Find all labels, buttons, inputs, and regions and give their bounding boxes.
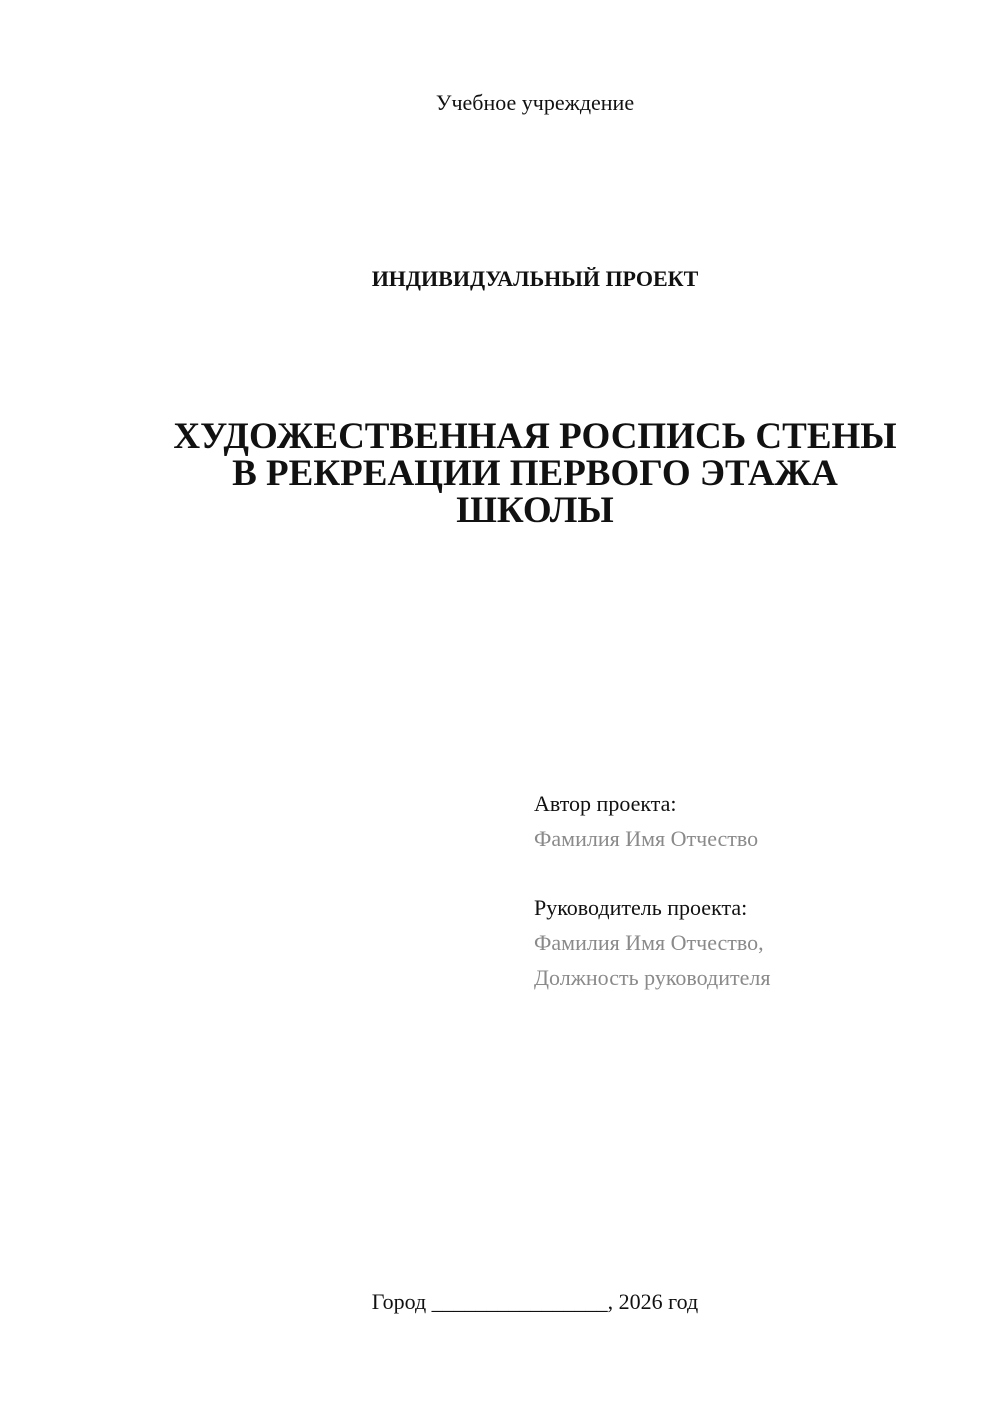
project-title-line-2: В РЕКРЕАЦИИ ПЕРВОГО ЭТАЖА <box>232 453 838 494</box>
supervisor-label: Руководитель проекта: <box>534 895 748 920</box>
supervisor-name: Фамилия Имя Отчество, <box>534 930 764 955</box>
document-type: ИНДИВИДУАЛЬНЫЙ ПРОЕКТ <box>371 266 699 291</box>
credits-block <box>534 786 974 995</box>
credits-spacer <box>534 856 974 890</box>
supervisor-position: Должность руководителя <box>534 965 771 990</box>
project-title-line-1: ХУДОЖЕСТВЕННАЯ РОСПИСЬ СТЕНЫ <box>173 416 897 457</box>
project-title-line-3: ШКОЛЫ <box>456 490 614 531</box>
project-title <box>150 418 920 529</box>
institution-name: Учебное учреждение <box>435 90 635 115</box>
author-name: Фамилия Имя Отчество <box>534 826 759 851</box>
author-label: Автор проекта: <box>534 791 677 816</box>
city-year-footer: Город ________________, 2026 год <box>371 1289 699 1314</box>
